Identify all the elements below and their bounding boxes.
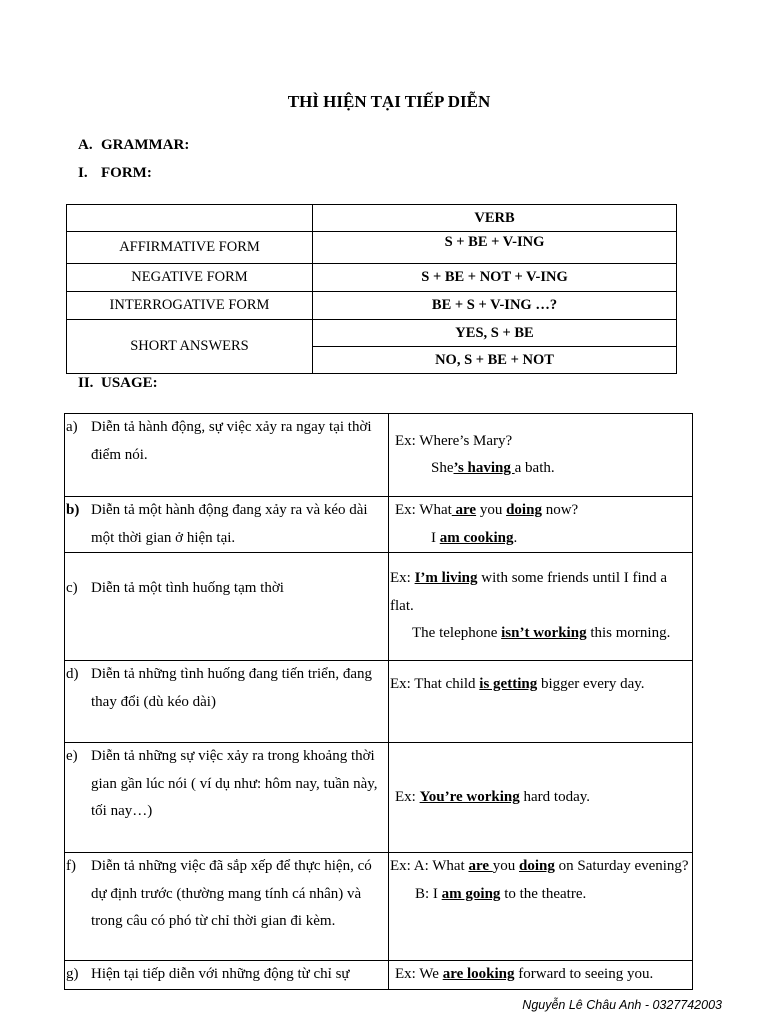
section-ii-label: USAGE: <box>101 375 158 391</box>
usage-label-c: c) <box>66 579 78 596</box>
usage-desc-f <box>65 853 389 961</box>
usage-example-a <box>389 414 693 497</box>
usage-row-d <box>65 661 693 743</box>
example-a-text-end: a bath. <box>514 460 555 476</box>
section-i-number: I. <box>78 165 88 181</box>
form-label-affirmative: AFFIRMATIVE FORM <box>67 232 313 264</box>
form-value-short-no: NO, S + BE + NOT <box>313 347 677 374</box>
usage-example-c <box>389 553 693 661</box>
usage-row-e <box>65 743 693 853</box>
example-g-verb: are looking <box>442 966 515 982</box>
example-f-text-3: on Saturday evening? <box>554 858 689 874</box>
example-d-verb: is getting <box>479 676 538 692</box>
example-f-text: Ex: A: What <box>390 858 469 874</box>
example-e-verb: You’re working <box>419 788 520 805</box>
example-b-answer-end: . <box>513 529 518 546</box>
usage-row-f <box>65 853 693 961</box>
example-f-line2 <box>390 881 692 909</box>
form-label-negative: NEGATIVE FORM <box>67 264 313 292</box>
example-d-line1 <box>390 671 692 699</box>
form-label-short: SHORT ANSWERS <box>67 320 313 374</box>
example-c-line1 <box>390 565 692 620</box>
example-c-text-2-end: this morning. <box>586 625 671 642</box>
usage-desc-c <box>65 553 389 661</box>
example-b-answer-verb: am cooking <box>439 529 514 546</box>
example-a-line2 <box>393 455 692 483</box>
form-table <box>66 204 677 374</box>
example-f-verb-2: doing <box>519 858 555 874</box>
example-c-text-end: with some friends until I find a flat. <box>390 570 668 614</box>
usage-example-f <box>389 853 693 961</box>
usage-label-f: f) <box>66 858 76 874</box>
usage-label-e: e) <box>66 748 78 764</box>
example-b-text: Ex: What <box>395 502 452 518</box>
usage-example-b <box>389 497 693 553</box>
example-f-line1 <box>390 853 692 881</box>
example-c-line2 <box>390 620 692 648</box>
example-c-verb-2: isn’t working <box>501 625 587 642</box>
section-i-heading <box>78 165 152 182</box>
example-b-text-2: you <box>476 502 507 518</box>
usage-text-c: Diễn tả một tình huống tạm thời <box>91 579 284 596</box>
example-e-text: Ex: <box>395 788 420 805</box>
example-f-answer-end: to the theatre. <box>500 885 587 902</box>
form-row-short-yes <box>67 320 677 347</box>
example-d-text-end: bigger every day. <box>537 676 645 692</box>
form-value-affirmative: S + BE + V-ING <box>313 232 677 264</box>
section-a-label: GRAMMAR: <box>101 137 190 153</box>
form-value-short-yes: YES, S + BE <box>313 320 677 347</box>
usage-text-f: Diễn tả những việc đã sắp xếp để thực hiện, có dự định trước (thường mang tính cá nhân) và trong câu có phó từ chỉ thời gian đi kèm. <box>91 858 372 929</box>
page-footer: Nguyễn Lê Châu Anh - 0327742003 <box>522 998 722 1012</box>
usage-desc-b <box>65 497 389 553</box>
form-header-row <box>67 205 677 232</box>
section-ii-number: II. <box>78 375 94 391</box>
usage-row-b <box>65 497 693 553</box>
usage-row-c <box>65 553 693 661</box>
usage-row-a <box>65 414 693 497</box>
usage-desc-g <box>65 961 389 990</box>
usage-text-d: Diễn tả những tình huống đang tiến triển, đang thay đổi (dù kéo dài) <box>91 666 372 710</box>
usage-table <box>64 413 693 990</box>
usage-label-d: d) <box>66 666 79 682</box>
section-a-number: A. <box>78 137 93 153</box>
example-e-line1 <box>393 784 692 812</box>
form-value-interrogative: BE + S + V-ING …? <box>313 292 677 320</box>
usage-text-g: Hiện tại tiếp diễn với những động từ chỉ sự <box>91 966 350 982</box>
example-b-verb-1: are <box>451 502 477 518</box>
form-row-negative <box>67 264 677 292</box>
example-c-text-2: The telephone <box>412 625 502 642</box>
usage-example-e <box>389 743 693 853</box>
example-c-text: Ex: <box>390 570 415 587</box>
example-b-line2 <box>393 525 692 553</box>
form-header-empty <box>67 205 313 232</box>
example-f-answer: B: I <box>415 885 442 902</box>
example-g-text: Ex: We <box>395 966 443 982</box>
page-title: THÌ HIỆN TẠI TIẾP DIỄN <box>287 92 491 111</box>
usage-text-e: Diễn tả những sự việc xảy ra trong khoảng thời gian gần lúc nói ( ví dụ như: hôm nay, tuần này, tối nay…) <box>91 748 378 819</box>
usage-label-b: b) <box>66 502 80 518</box>
form-value-negative: S + BE + NOT + V-ING <box>313 264 677 292</box>
example-d-text: Ex: That child <box>390 676 480 692</box>
usage-text-a: Diễn tả hành động, sự việc xảy ra ngay tại thời điểm nói. <box>91 419 372 463</box>
section-ii-heading <box>78 375 158 392</box>
example-b-text-3: now? <box>541 502 579 518</box>
example-g-text-end: forward to seeing you. <box>514 966 654 982</box>
section-i-label: FORM: <box>101 165 152 181</box>
example-a-text: She <box>431 460 454 476</box>
usage-row-g <box>65 961 693 990</box>
example-c-verb: I’m living <box>414 570 478 587</box>
usage-example-g <box>389 961 693 990</box>
example-f-verb-1: are <box>468 858 493 874</box>
example-f-text-2: you <box>492 858 520 874</box>
usage-label-a: a) <box>66 419 78 435</box>
example-a-line1: Ex: Where’s Mary? <box>395 432 513 449</box>
example-f-answer-verb: am going <box>441 885 501 902</box>
form-row-affirmative <box>67 232 677 264</box>
example-b-answer: I <box>431 529 440 546</box>
usage-desc-a <box>65 414 389 497</box>
usage-label-g: g) <box>66 966 79 982</box>
usage-text-b: Diễn tả một hành động đang xảy ra và kéo dài một thời gian ở hiện tại. <box>91 502 368 546</box>
usage-desc-d <box>65 661 389 743</box>
form-header-verb: VERB <box>313 205 677 232</box>
example-a-verb: ’s having <box>453 460 515 476</box>
example-e-text-end: hard today. <box>519 788 591 805</box>
section-a-heading <box>78 137 189 154</box>
form-label-interrogative: INTERROGATIVE FORM <box>67 292 313 320</box>
form-row-interrogative <box>67 292 677 320</box>
example-g-line1 <box>393 961 692 989</box>
usage-desc-e <box>65 743 389 853</box>
usage-example-d <box>389 661 693 743</box>
example-b-line1 <box>393 497 692 525</box>
example-b-verb-2: doing <box>506 502 542 518</box>
